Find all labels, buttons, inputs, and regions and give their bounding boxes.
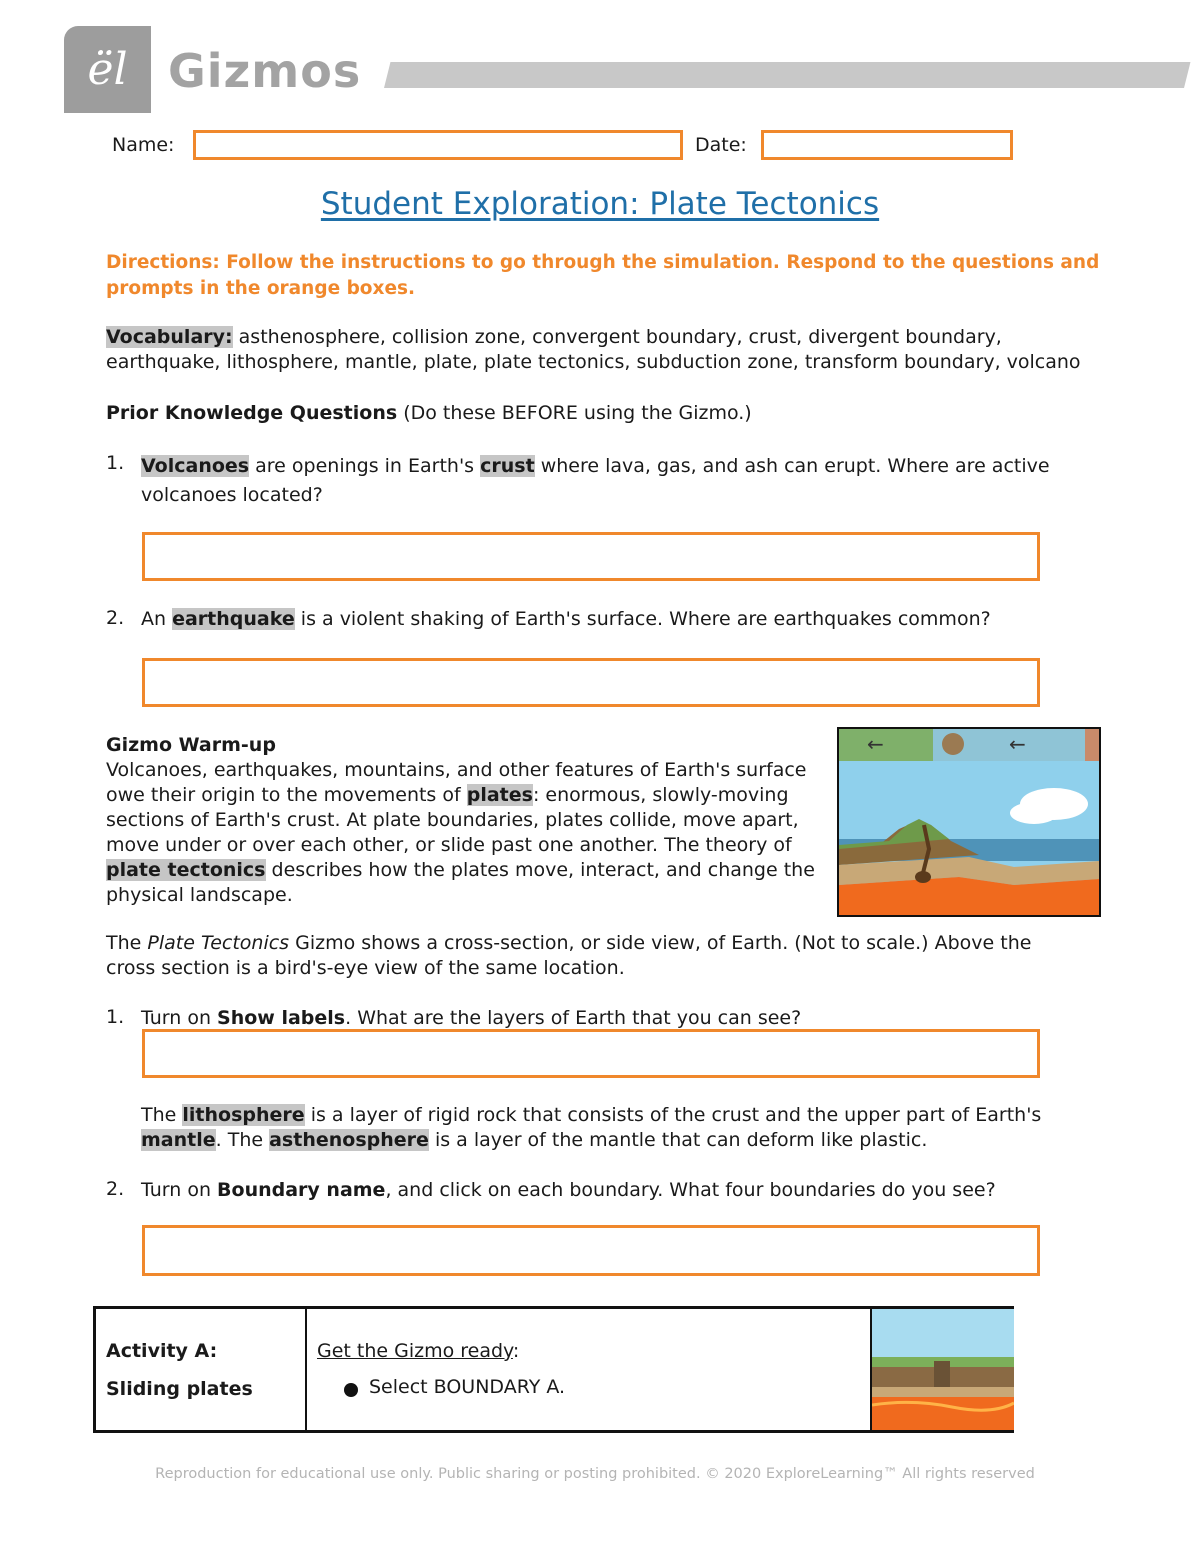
prior-question-1: Volcanoes are openings in Earth's crust where lava, gas, and ash can erupt. Where are active volcanoes located?	[141, 455, 1050, 506]
vocabulary-label: Vocabulary:	[106, 326, 233, 348]
header-stripe	[384, 62, 1190, 88]
activity-label-cell	[93, 1306, 307, 1433]
el-logo-icon: ël	[87, 44, 128, 95]
date-label: Date:	[695, 134, 747, 156]
answer-box-warmup-2[interactable]	[142, 1225, 1040, 1276]
page-title: Student Exploration: Plate Tectonics	[320, 186, 880, 222]
answer-box-prior-2[interactable]	[142, 658, 1040, 707]
activity-subtitle: Sliding plates	[106, 1378, 253, 1400]
arrow-left-icon: ←	[867, 732, 884, 756]
prior-knowledge-heading: Prior Knowledge Questions (Do these BEFORE using the Gizmo.)	[106, 402, 752, 424]
prior-question-2: An earthquake is a violent shaking of Earth's surface. Where are earthquakes common?	[141, 608, 991, 630]
get-ready-heading: Get the Gizmo ready:	[317, 1340, 520, 1362]
brand-name: Gizmos	[168, 44, 362, 98]
copyright-footer: Reproduction for educational use only. Public sharing or posting prohibited. © 2020 ExploreLearning™ All rights reserved	[155, 1466, 1035, 1482]
sliding-plates-illustration	[872, 1309, 1014, 1430]
gizmo-description: The Plate Tectonics Gizmo shows a cross-section, or side view, of Earth. (Not to scale.) Above the cross section is a bird's-eye view of the same location.	[106, 932, 1032, 979]
cross-section-illustration	[839, 729, 1099, 915]
answer-box-prior-1[interactable]	[142, 532, 1040, 581]
question-number: 2.	[106, 1178, 125, 1200]
question-number: 2.	[106, 607, 125, 629]
question-number: 1.	[106, 452, 125, 474]
vocabulary-line-2: earthquake, lithosphere, mantle, plate, plate tectonics, subduction zone, transform boundary, volcano	[106, 351, 1081, 373]
name-label: Name:	[112, 134, 175, 156]
activity-instructions-cell	[307, 1306, 872, 1433]
date-field[interactable]	[761, 130, 1013, 160]
answer-box-warmup-1[interactable]	[142, 1029, 1040, 1078]
instruction-bullet: Select BOUNDARY A.	[369, 1376, 566, 1398]
question-number: 1.	[106, 1006, 125, 1028]
vocabulary-line-1: asthenosphere, collision zone, convergent boundary, crust, divergent boundary,	[232, 326, 1002, 348]
bullet-icon	[344, 1383, 358, 1397]
directions-text: Directions: Follow the instructions to go through the simulation. Respond to the questions and prompts in the orange boxes.	[106, 252, 1100, 299]
layers-note: The lithosphere is a layer of rigid rock that consists of the crust and the upper part of Earth's mantle. The asthenosphere is a layer of the mantle that can deform like plastic.	[141, 1104, 1042, 1151]
warmup-heading: Gizmo Warm-up	[106, 734, 276, 756]
arrow-left-icon: ←	[1009, 732, 1026, 756]
activity-label: Activity A:	[106, 1340, 218, 1362]
warmup-question-1: Turn on Show labels. What are the layers of Earth that you can see?	[141, 1007, 802, 1029]
warmup-section: Gizmo Warm-up Volcanoes, earthquakes, mountains, and other features of Earth's surface owe their origin to the movements of plates: enormous, slowly-moving sections of Earth's crust. At plate boundaries, plates collide, move apart, move under or over each other, or slide past one another. The theory of plate tectonics describes how the plates move, interact, and change the physical landscape.	[106, 733, 826, 908]
vocabulary-block	[106, 325, 1106, 375]
warmup-question-2: Turn on Boundary name, and click on each boundary. What four boundaries do you see?	[141, 1179, 996, 1201]
sliding-plates-thumbnail	[872, 1309, 1014, 1430]
name-field[interactable]	[193, 130, 683, 160]
gizmo-screenshot	[837, 727, 1101, 917]
